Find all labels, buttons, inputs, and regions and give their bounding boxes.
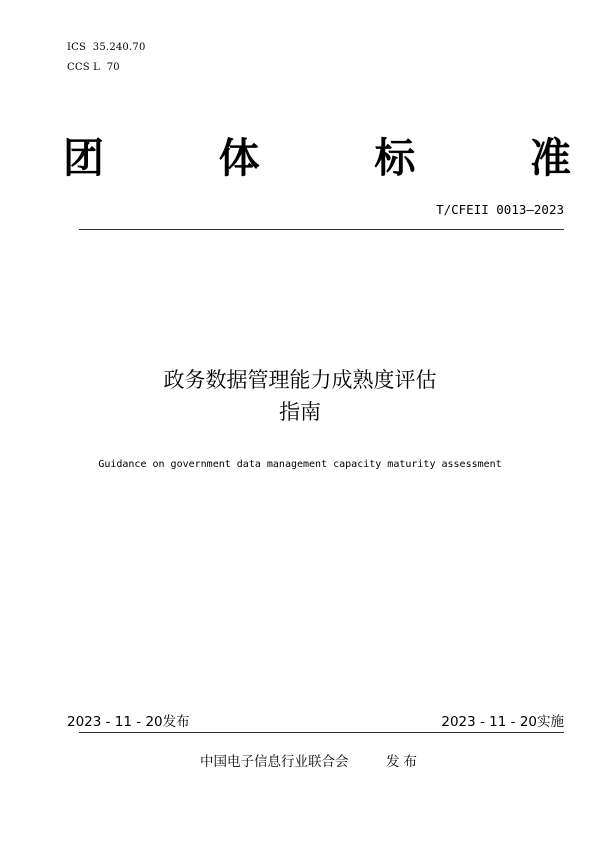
top-divider (79, 229, 564, 230)
ics-code: ICS 35.240.70 (67, 42, 146, 53)
publish-date: 2023 - 11 - 20发布 (67, 714, 190, 730)
english-title: Guidance on government data management capacity maturity assessment (98, 459, 502, 470)
category-char: 标 (374, 134, 416, 182)
ccs-code: CCS L 70 (67, 62, 120, 73)
document-title-line-2: 指南 (279, 400, 321, 424)
publisher-name: 中国电子信息行业联合会 (200, 754, 349, 770)
document-title-line-1: 政务数据管理能力成熟度评估 (163, 368, 437, 392)
bottom-divider (79, 732, 564, 733)
category-char: 准 (529, 134, 571, 182)
implementation-date: 2023 - 11 - 20实施 (441, 714, 564, 730)
category-char: 团 (63, 134, 104, 182)
standard-category-title (63, 133, 571, 183)
document-title (0, 364, 600, 428)
category-char: 体 (218, 134, 260, 182)
publish-label: 发布 (386, 754, 421, 770)
standard-number: T/CFEII 0013—2023 (436, 202, 564, 217)
